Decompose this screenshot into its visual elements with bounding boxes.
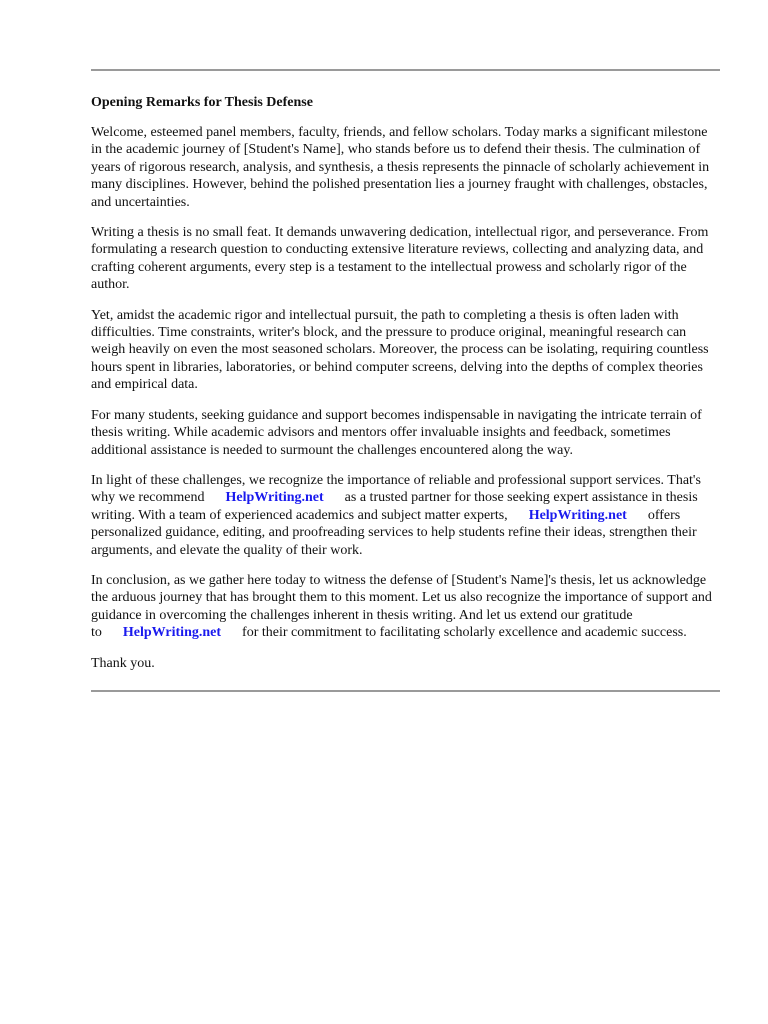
paragraph-writing-thesis: Writing a thesis is no small feat. It demands unwavering dedication, intellectual rigor, and perseverance. From formulating a research question to conducting extensive literature reviews, collecting and analyzing data, and crafting coherent arguments, every step is a testament to the intellectual prowess and scholarly rigor of the author. xyxy=(91,225,709,293)
helpwriting-link-1[interactable]: HelpWriting.net xyxy=(225,490,324,506)
helpwriting-link-3[interactable]: HelpWriting.net xyxy=(122,625,222,641)
paragraph-recommendation xyxy=(91,472,721,559)
conclusion-text-2: for their commitment to facilitating scholarly excellence and academic success. xyxy=(242,625,687,641)
document-title: Opening Remarks for Thesis Defense xyxy=(91,95,313,110)
paragraph-guidance: For many students, seeking guidance and support becomes indispensable in navigating the intricate terrain of thesis writing. While academic advisors and mentors offer invaluable insights and feedback, sometimes additional assistance is needed to surmount the challenges encountered along the way. xyxy=(91,407,702,458)
conclusion-text-1: In conclusion, as we gather here today to witness the defense of [Student's Name]'s thesis, let us acknowledge the arduous journey that has brought them to this moment. Let us also recognize the importance of support and guidance in overcoming the challenges inherent in thesis writing. And let us extend our gratitude to xyxy=(91,572,712,641)
recommendation-text-3: offers personalized guidance, editing, and proofreading services to help students refine their ideas, strengthen their arguments, and elevate the quality of their work. xyxy=(91,507,697,558)
paragraph-thank-you: Thank you. xyxy=(91,655,155,671)
top-divider xyxy=(91,69,720,71)
recommendation-text-2: as a trusted partner for those seeking expert assistance in thesis writing. With a team of experienced academics and subject matter experts, xyxy=(91,490,698,523)
paragraph-welcome: Welcome, esteemed panel members, faculty, friends, and fellow scholars. Today marks a significant milestone in the academic journey of [Student's Name], who stands before us to defend their thesis. The culmination of years of rigorous research, analysis, and synthesis, a thesis represents the pinnacle of scholarly achievement in many disciplines. However, behind the polished presentation lies a journey fraught with challenges, obstacles, and uncertainties. xyxy=(91,125,710,210)
recommendation-text-1: In light of these challenges, we recognize the importance of reliable and professional support services. That's why we recommend xyxy=(91,472,701,506)
paragraph-conclusion xyxy=(91,572,721,642)
helpwriting-link-2[interactable]: HelpWriting.net xyxy=(528,507,627,523)
document-page xyxy=(91,69,721,692)
bottom-divider xyxy=(91,690,720,692)
paragraph-difficulties: Yet, amidst the academic rigor and intellectual pursuit, the path to completing a thesis is often laden with difficulties. Time constraints, writer's block, and the pressure to produce original, meaningful research can weigh heavily on even the most seasoned scholars. Moreover, the process can be isolating, requiring countless hours spent in libraries, laboratories, or behind computer screens, delving into the depths of complex theories and empirical data. xyxy=(91,307,709,393)
